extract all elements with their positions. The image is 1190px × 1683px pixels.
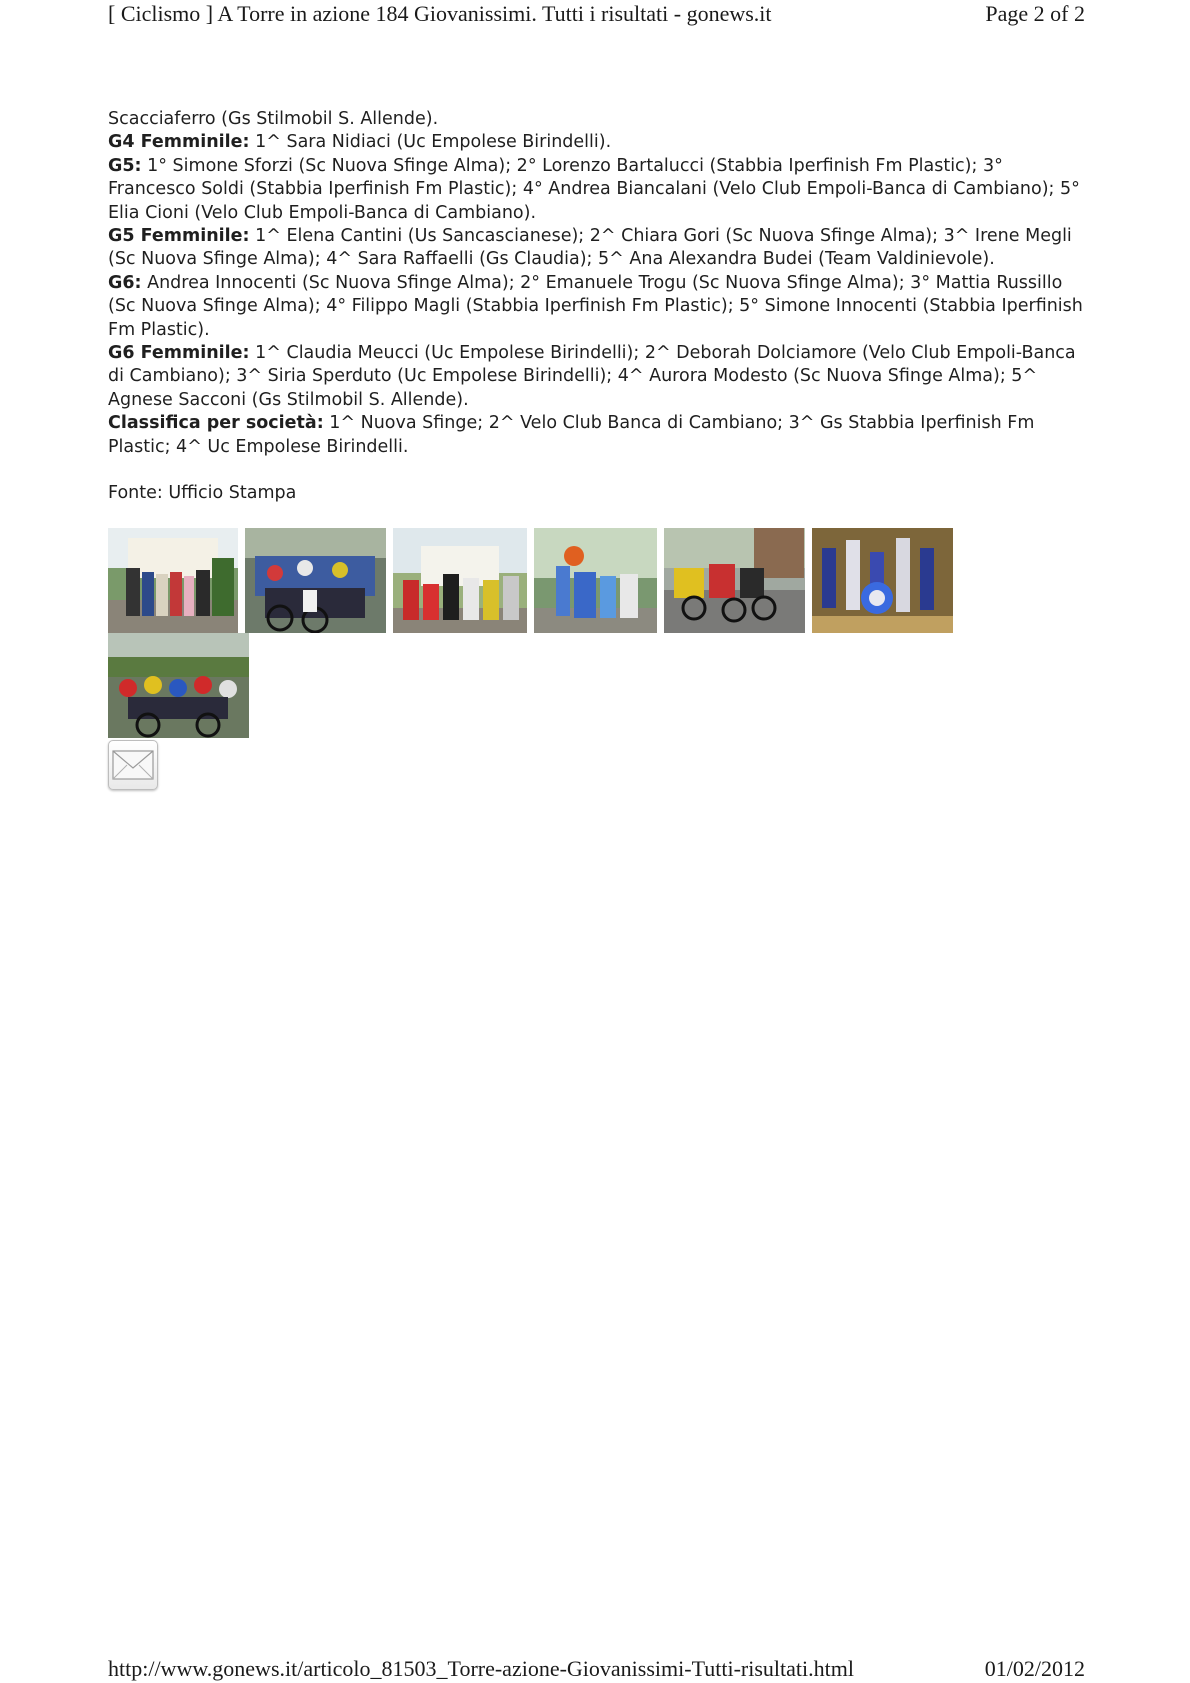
gallery-photo-6[interactable]	[812, 528, 953, 633]
category-results: Andrea Innocenti (Sc Nuova Sfinge Alma); 2° Emanuele Trogu (Sc Nuova Sfinge Alma); 3° Mattia Russillo (Sc Nuova Sfinge Alma); 4° Filippo Magli (Stabbia Iperfinish Fm Plastic); 5° Simone Innocenti (Stabbia Iperfinish Fm Plastic).	[108, 272, 1083, 340]
article-body	[108, 108, 1088, 506]
gallery-photo-7[interactable]	[108, 633, 249, 738]
category-label: Classifica per società:	[108, 413, 324, 434]
category-results: 1^ Nuova Sfinge; 2^ Velo Club Banca di Cambiano; 3^ Gs Stabbia Iperfinish Fm Plastic; 4^ Uc Empolese Birindelli.	[108, 413, 1035, 457]
gallery-photo-3[interactable]	[393, 528, 527, 633]
category-results: 1^ Claudia Meucci (Uc Empolese Birindelli); 2^ Deborah Dolciamore (Velo Club Empoli-Banca di Cambiano); 3^ Siria Sperduto (Uc Empolese Birindelli); 4^ Aurora Modesto (Sc Nuova Sfinge Alma); 5^ Agnese Sacconi (Gs Stilmobil S. Allende).	[108, 343, 1076, 410]
category-results: 1^ Sara Nidiaci (Uc Empolese Birindelli).	[249, 132, 612, 153]
category-label: G5:	[108, 155, 142, 176]
category-label: G5 Femminile:	[108, 226, 250, 247]
article-paragraph: Scacciaferro (Gs Stilmobil S. Allende).	[108, 109, 439, 129]
email-icon	[109, 741, 157, 789]
email-share-button[interactable]	[108, 740, 158, 790]
gallery-photo-4[interactable]	[534, 528, 657, 633]
result-g6-femminile	[108, 342, 1088, 412]
gallery-photo-1[interactable]	[108, 528, 238, 633]
article-url: http://www.gonews.it/articolo_81503_Torre-azione-Giovanissimi-Tutti-risultati.html	[108, 1656, 854, 1681]
print-header	[108, 0, 1085, 30]
category-label: G6 Femminile:	[108, 343, 250, 364]
page-title: [ Ciclismo ] A Torre in azione 184 Giovanissimi. Tutti i risultati - gonews.it	[108, 1, 772, 26]
gallery-row	[108, 633, 1008, 738]
result-classifica-societa	[108, 412, 1088, 459]
category-results: 1^ Elena Cantini (Us Sancascianese); 2^ Chiara Gori (Sc Nuova Sfinge Alma); 3^ Irene Megli (Sc Nuova Sfinge Alma); 4^ Sara Raffaelli (Gs Claudia); 5^ Ana Alexandra Budei (Team Valdinievole).	[108, 226, 1072, 270]
print-footer	[108, 1651, 1085, 1683]
photo-gallery	[108, 528, 1008, 738]
article-source: Fonte: Ufficio Stampa	[108, 483, 297, 504]
gallery-photo-2[interactable]	[245, 528, 386, 633]
gallery-row	[108, 528, 1008, 633]
result-g4-femminile	[108, 131, 1088, 154]
category-label: G4 Femminile:	[108, 132, 250, 153]
category-results: 1° Simone Sforzi (Sc Nuova Sfinge Alma); 2° Lorenzo Bartalucci (Stabbia Iperfinish Fm Plastic); 3° Francesco Soldi (Stabbia Iperfinish Fm Plastic); 4° Andrea Biancalani (Velo Club Empoli-Banca di Cambiano); 5° Elia Cioni (Velo Club Empoli-Banca di Cambiano).	[108, 155, 1080, 223]
result-g5-femminile	[108, 225, 1088, 272]
result-g6	[108, 272, 1088, 342]
result-g5	[108, 155, 1088, 225]
print-date: 01/02/2012	[984, 1656, 1085, 1681]
gallery-photo-5[interactable]	[664, 528, 805, 633]
page-number: Page 2 of 2	[985, 1, 1085, 26]
category-label: G6:	[108, 272, 142, 293]
